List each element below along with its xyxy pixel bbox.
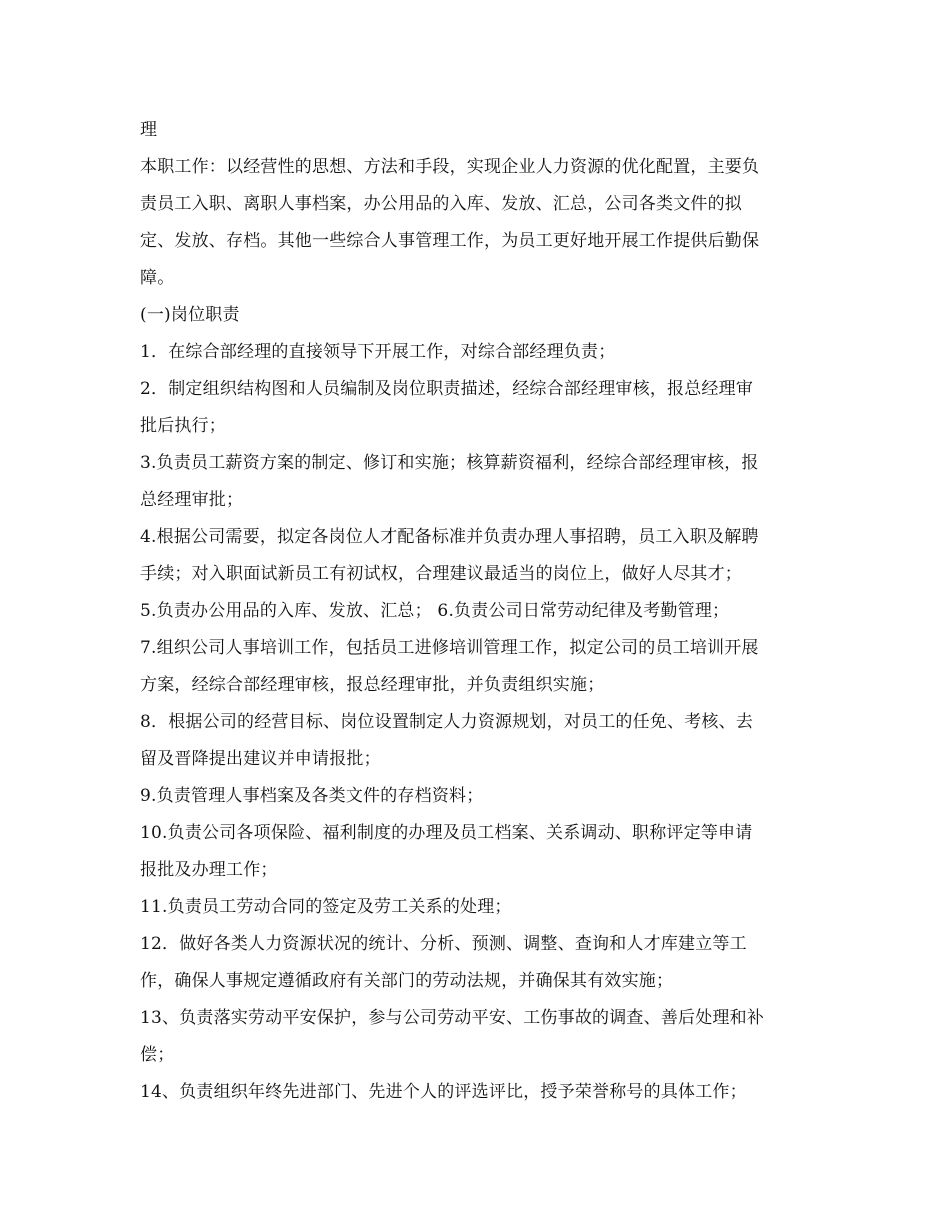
text-line: 8．根据公司的经营目标、岗位设置制定人力资源规划，对员工的任免、考核、去 — [140, 712, 754, 732]
text-line: 作，确保人事规定遵循政府有关部门的劳动法规，并确保其有效实施； — [140, 971, 674, 991]
text-line: 3.负责员工薪资方案的制定、修订和实施；核算薪资福利，经综合部经理审核，报 — [140, 453, 759, 473]
text-line: 12．做好各类人力资源状况的统计、分析、预测、调整、查询和人才库建立等工 — [140, 934, 747, 954]
section-heading: (一)岗位职责 — [140, 305, 240, 325]
text-line: 偿； — [140, 1045, 175, 1065]
text-line: 2．制定组织结构图和人员编制及岗位职责描述，经综合部经理审核，报总经理审 — [140, 379, 754, 399]
text-line: 13、负责落实劳动平安保护，参与公司劳动平安、工伤事故的调查、善后处理和补 — [140, 1008, 765, 1028]
text-line: 方案，经综合部经理审核，报总经理审批，并负责组织实施； — [140, 675, 605, 695]
text-line: 理 — [140, 120, 158, 140]
text-line: 1．在综合部经理的直接领导下开展工作，对综合部经理负责； — [140, 342, 616, 362]
text-line: 留及晋降提出建议并申请报批； — [140, 749, 381, 769]
text-line: 9.负责管理人事档案及各类文件的存档资料； — [140, 786, 484, 806]
text-line: 责员工入职、离职人事档案，办公用品的入库、发放、汇总，公司各类文件的拟 — [140, 194, 742, 214]
text-line: 4.根据公司需要，拟定各岗位人才配备标准并负责办理人事招聘，员工入职及解聘 — [140, 527, 759, 547]
text-line: 10.负责公司各项保险、福利制度的办理及员工档案、关系调动、职称评定等申请 — [140, 823, 753, 843]
text-line: 11.负责员工劳动合同的签定及劳工关系的处理； — [140, 897, 512, 917]
text-line: 批后执行； — [140, 416, 226, 436]
text-line: 报批及办理工作； — [140, 860, 278, 880]
text-line: 14、负责组织年终先进部门、先进个人的评选评比，授予荣誉称号的具体工作； — [140, 1082, 747, 1102]
text-line: 定、发放、存档。其他一些综合人事管理工作，为员工更好地开展工作提供后勤保 — [140, 231, 760, 251]
text-line: 7.组织公司人事培训工作，包括员工进修培训管理工作，拟定公司的员工培训开展 — [140, 638, 759, 658]
text-line: 障。 — [140, 268, 175, 288]
text-line: 本职工作：以经营性的思想、方法和手段，实现企业人力资源的优化配置，主要负 — [140, 157, 760, 177]
text-line: 手续；对入职面试新员工有初试权，合理建议最适当的岗位上，做好人尽其才； — [140, 564, 742, 584]
text-line: 总经理审批； — [140, 490, 244, 510]
text-line: 5.负责办公用品的入库、发放、汇总； 6.负责公司日常劳动纪律及考勤管理； — [140, 601, 730, 621]
document-body — [140, 116, 812, 1115]
